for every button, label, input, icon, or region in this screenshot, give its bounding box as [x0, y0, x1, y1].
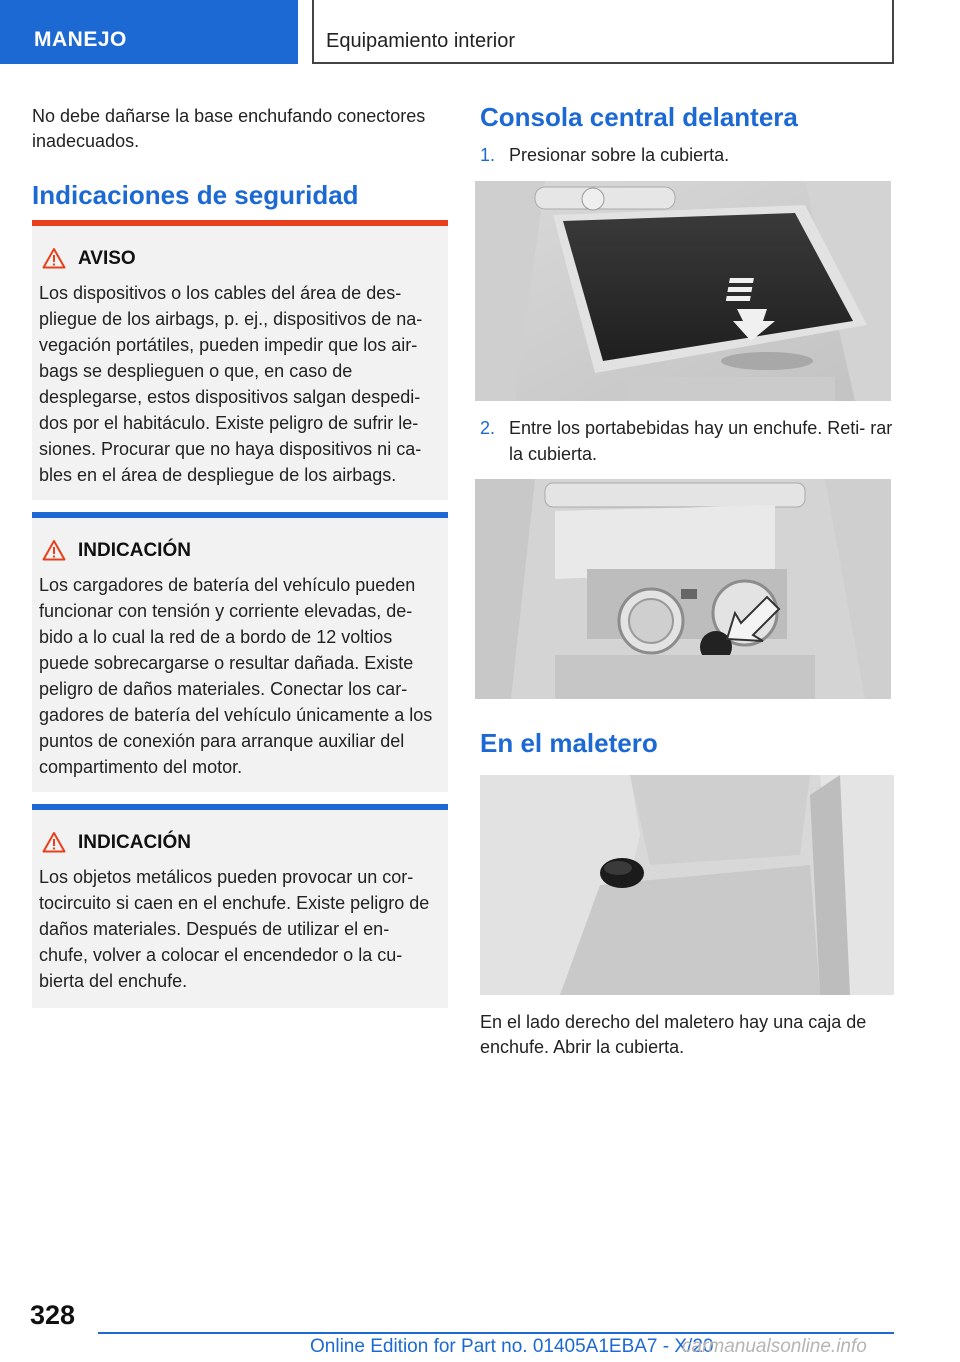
step-text: Entre los portabebidas hay un enchufe. Reti- rar la cubierta. [509, 418, 893, 464]
step-text: Presionar sobre la cubierta. [509, 145, 730, 165]
notice-info-battery [32, 512, 448, 792]
warning-triangle-icon [42, 831, 66, 853]
notice-warning [32, 220, 448, 500]
footer-rule [98, 1332, 894, 1334]
notice-info-metal [32, 804, 448, 1008]
trunk-paragraph: En el lado derecho del maletero hay una caja de enchufe. Abrir la cubierta. [480, 1012, 867, 1057]
notice-label: INDICACIÓN [78, 540, 191, 561]
left-column [32, 104, 448, 211]
console-heading: Consola central delantera [480, 102, 798, 132]
step-number: 2. [480, 418, 496, 438]
safety-heading: Indicaciones de seguridad [32, 180, 359, 210]
notice-text: Los dispositivos o los cables del área de des- pliegue de los airbags, p. ej., dispositivos de na- vegación portátiles, pueden impedir que los air- bags se desplieguen o que, en caso de desplegarse, estos dispositivos salgan despedi- dos por el habitáculo. Existe peligro de sufrir le- siones. Procurar que no haya dispositivos ni ca- bles en el área de despliegue de los airbags. [39, 283, 423, 485]
page-number: 328 [30, 1300, 76, 1330]
cupholder-socket-photo [475, 479, 891, 699]
chapter-tab [312, 0, 894, 64]
step-2 [480, 415, 894, 464]
warning-triangle-icon [42, 247, 66, 269]
notice-text: Los objetos metálicos pueden provocar un cor- tocircuito si caen en el enchufe. Existe peligro de daños materiales. Después de utilizar el en- chufe, volver a colocar el encendedor o la cu- bierta del enchufe. [39, 867, 430, 991]
watermark: carmanualsonline.info [682, 1336, 867, 1357]
intro-paragraph: No debe dañarse la base enchufando conectores inadecuados. [32, 106, 426, 151]
trunk-heading: En el maletero [480, 728, 658, 758]
console-cover-photo [475, 181, 891, 401]
warning-triangle-icon [42, 539, 66, 561]
section-tab [0, 0, 298, 64]
footer-edition: Online Edition for Part no. 01405A1EBA7 - X/20 [310, 1336, 714, 1357]
trunk-socket-photo [480, 775, 894, 995]
section-title: MANEJO [34, 28, 127, 51]
step-1 [480, 142, 894, 168]
notice-label: AVISO [78, 248, 136, 269]
chapter-title: Equipamiento interior [326, 30, 515, 52]
notice-text: Los cargadores de batería del vehículo pueden funcionar con tensión y corriente elevadas, de- bido a lo cual la red de a bordo de 12 voltios puede sobrecargarse o resultar dañada. Existe peligro de daños materiales. Conectar los car- gadores de batería del vehículo únicamente a los puntos de conexión para arranque auxiliar del compartimento del motor. [39, 575, 433, 777]
step-number: 1. [480, 145, 496, 165]
notice-label: INDICACIÓN [78, 832, 191, 853]
